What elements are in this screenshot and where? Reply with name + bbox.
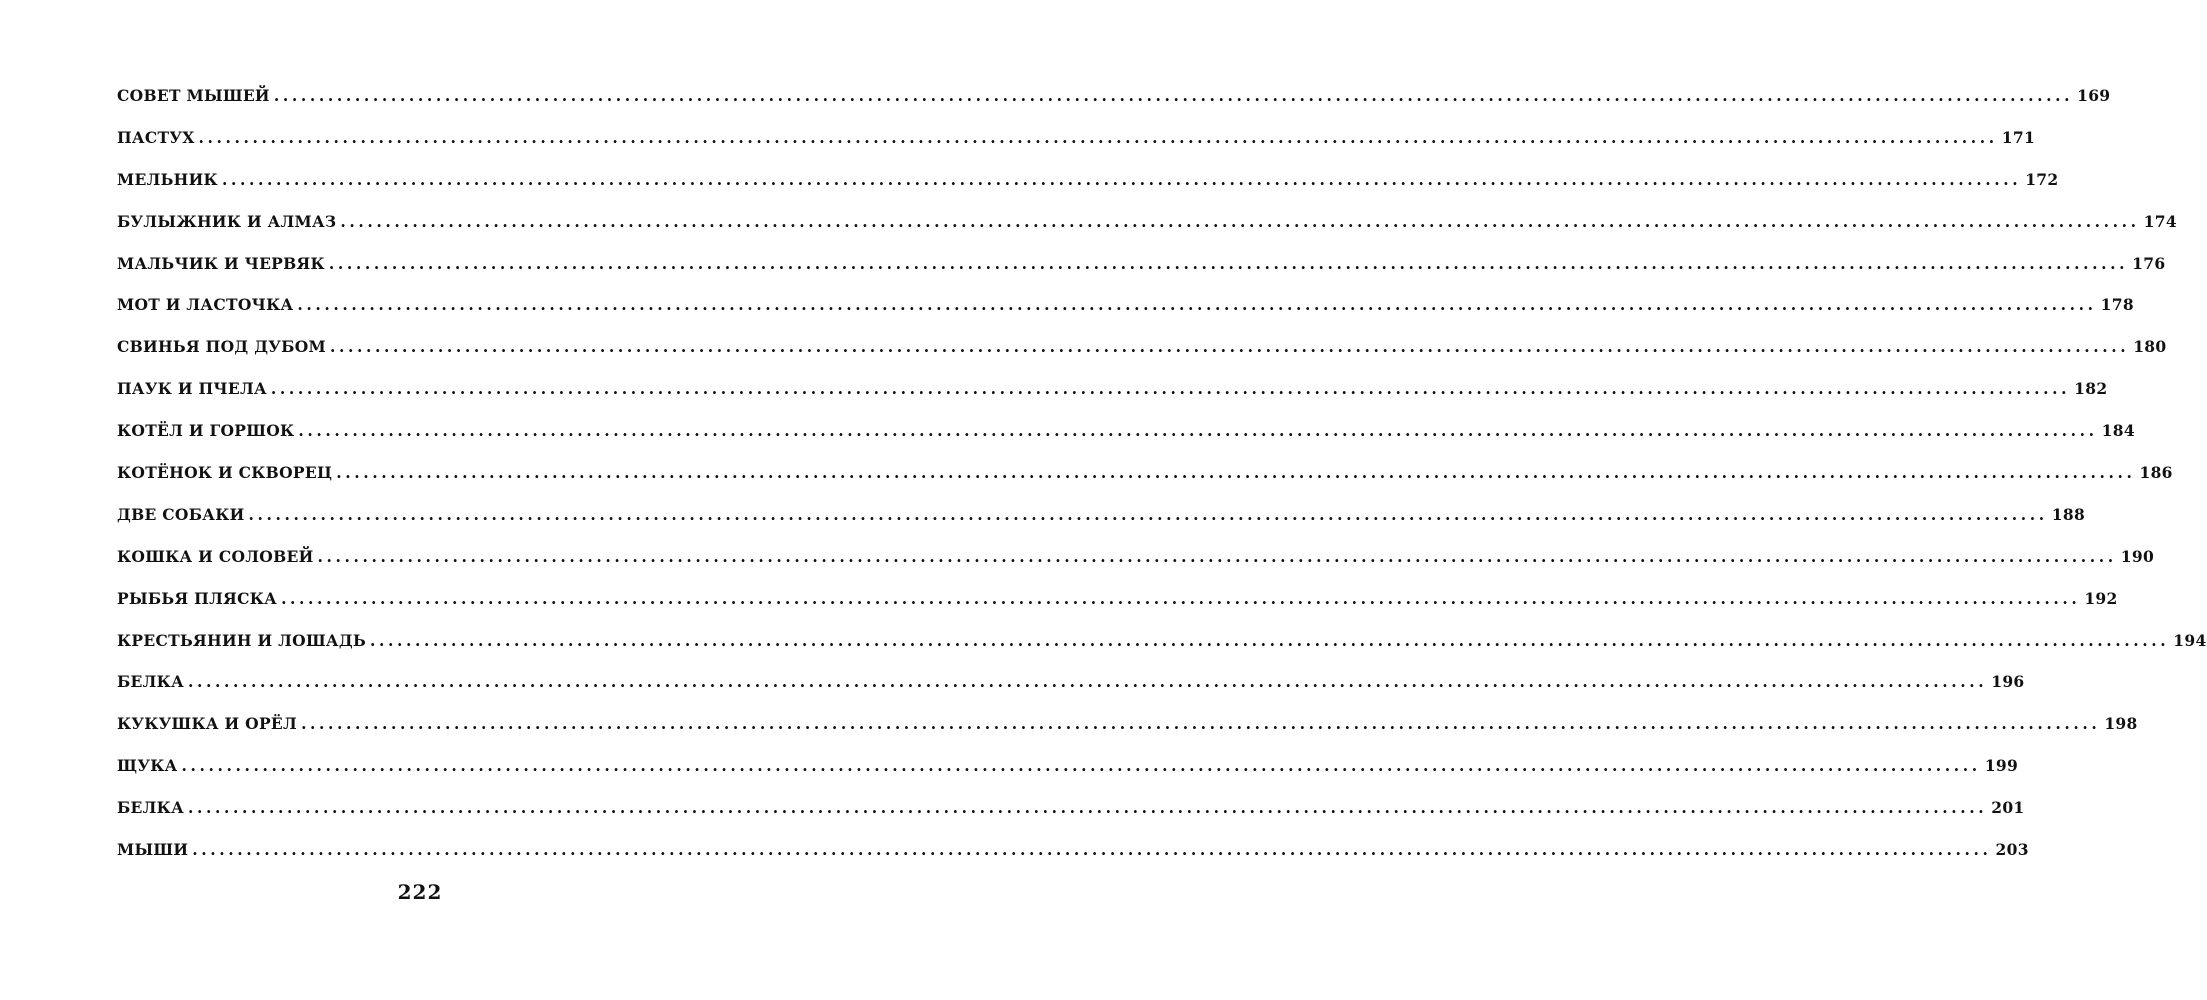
toc-entry <box>117 86 2111 128</box>
toc-entry-title: ПАСТУХ <box>117 127 195 147</box>
page-number: 222 <box>397 880 443 904</box>
toc-entry-title: ЩУКА <box>117 756 178 776</box>
toc-entry-title: СВИНЬЯ ПОД ДУБОМ <box>117 337 326 357</box>
toc-dot-leader: ........................................................................................................................................................................................................ <box>270 379 2071 399</box>
toc-dot-leader: ........................................................................................................................................................................................................ <box>198 127 1998 147</box>
toc-entry-title: КОТЁНОК И СКВОРЕЦ <box>117 463 333 483</box>
toc-entry-page: 192 <box>2084 588 2118 608</box>
toc-entry <box>117 756 2019 798</box>
toc-entry <box>117 127 2036 170</box>
toc-entry-page: 201 <box>1991 798 2025 818</box>
toc-entry-title: БЕЛКА <box>117 798 184 818</box>
toc-entry-page: 194 <box>2173 630 2207 650</box>
toc-entry <box>117 546 2155 589</box>
toc-dot-leader: ........................................................................................................................................................................................................ <box>370 630 2170 650</box>
toc-dot-leader: ........................................................................................................................................................................................................ <box>340 211 2140 231</box>
toc-entry-page: 176 <box>2132 253 2166 273</box>
toc-entry-page: 180 <box>2133 337 2167 357</box>
toc-entry <box>117 714 2138 756</box>
toc-entry <box>117 169 2059 212</box>
toc-entry-title: БУЛЫЖНИК И АЛМАЗ <box>117 211 337 231</box>
toc-entry-page: 186 <box>2139 463 2173 483</box>
toc-dot-leader: ........................................................................................................................................................................................................ <box>298 421 2098 441</box>
toc-entry-title: ПАУК И ПЧЕЛА <box>117 379 267 399</box>
toc-entry-title: КОШКА И СОЛОВЕЙ <box>117 546 314 566</box>
toc-entry-title: КРЕСТЬЯНИН И ЛОШАДЬ <box>117 630 367 650</box>
toc-entry <box>117 504 2086 547</box>
toc-dot-leader: ........................................................................................................................................................................................................ <box>301 714 2101 734</box>
toc-entry-title: КУКУШКА И ОРЁЛ <box>117 714 298 734</box>
toc-entry-page: 203 <box>1995 840 2029 860</box>
toc-dot-leader: ........................................................................................................................................................................................................ <box>273 86 2074 105</box>
toc-dot-leader: ........................................................................................................................................................................................................ <box>328 253 2129 273</box>
toc-entry-title: МЫШИ <box>117 840 189 860</box>
toc-entry <box>117 672 2025 714</box>
toc-dot-leader: ........................................................................................................................................................................................................ <box>188 672 1988 692</box>
toc-entry-page: 172 <box>2025 169 2059 189</box>
toc-entry-page: 199 <box>1984 756 2019 776</box>
toc-dot-leader: ........................................................................................................................................................................................................ <box>317 546 2117 566</box>
toc-entry <box>117 295 2134 337</box>
toc-dot-leader: ........................................................................................................................................................................................................ <box>248 504 2048 524</box>
toc-entry-page: 178 <box>2100 295 2134 315</box>
toc-entry <box>117 211 2177 254</box>
toc-entry-page: 169 <box>2077 86 2111 105</box>
toc-entry-page: 174 <box>2143 211 2177 231</box>
toc-dot-leader: ........................................................................................................................................................................................................ <box>181 756 1981 776</box>
toc-entry <box>117 798 2025 840</box>
toc-dot-leader: ........................................................................................................................................................................................................ <box>188 798 1988 818</box>
toc-entry-title: КОТЁЛ И ГОРШОК <box>117 421 295 441</box>
toc-entry <box>117 840 2029 882</box>
toc-entry <box>117 337 2167 379</box>
toc-entry <box>117 421 2135 463</box>
toc-entry-title: МЕЛЬНИК <box>117 169 218 189</box>
toc-entry <box>117 379 2108 421</box>
toc-entry-page: 188 <box>2051 504 2086 524</box>
toc-entry-page: 198 <box>2104 714 2138 734</box>
toc-dot-leader: ........................................................................................................................................................................................................ <box>336 463 2136 483</box>
toc-entry <box>117 630 2207 673</box>
toc-entry-title: ДВЕ СОБАКИ <box>117 504 245 524</box>
toc-dot-leader: ........................................................................................................................................................................................................ <box>281 588 2081 608</box>
toc-dot-leader: ........................................................................................................................................................................................................ <box>297 295 2097 315</box>
toc-entry-page: 182 <box>2074 379 2108 399</box>
toc-entry-title: СОВЕТ МЫШЕЙ <box>117 86 270 105</box>
toc-entry-page: 196 <box>1991 672 2025 692</box>
toc-entry-title: РЫБЬЯ ПЛЯСКА <box>117 588 278 608</box>
toc-entry <box>117 253 2166 296</box>
toc-entry <box>117 463 2173 505</box>
toc-entry-page: 184 <box>2101 421 2135 441</box>
toc-entry-title: БЕЛКА <box>117 672 184 692</box>
toc-dot-leader: ........................................................................................................................................................................................................ <box>221 169 2022 189</box>
toc-entry-page: 190 <box>2120 546 2155 566</box>
toc-dot-leader: ........................................................................................................................................................................................................ <box>329 337 2130 357</box>
toc-entry <box>117 588 2118 631</box>
toc-dot-leader: ........................................................................................................................................................................................................ <box>192 840 1992 860</box>
toc-entry-title: МАЛЬЧИК И ЧЕРВЯК <box>117 253 325 273</box>
toc-entry-title: МОТ И ЛАСТОЧКА <box>117 295 294 315</box>
table-of-contents <box>117 86 2207 882</box>
toc-entry-page: 171 <box>2001 127 2036 147</box>
